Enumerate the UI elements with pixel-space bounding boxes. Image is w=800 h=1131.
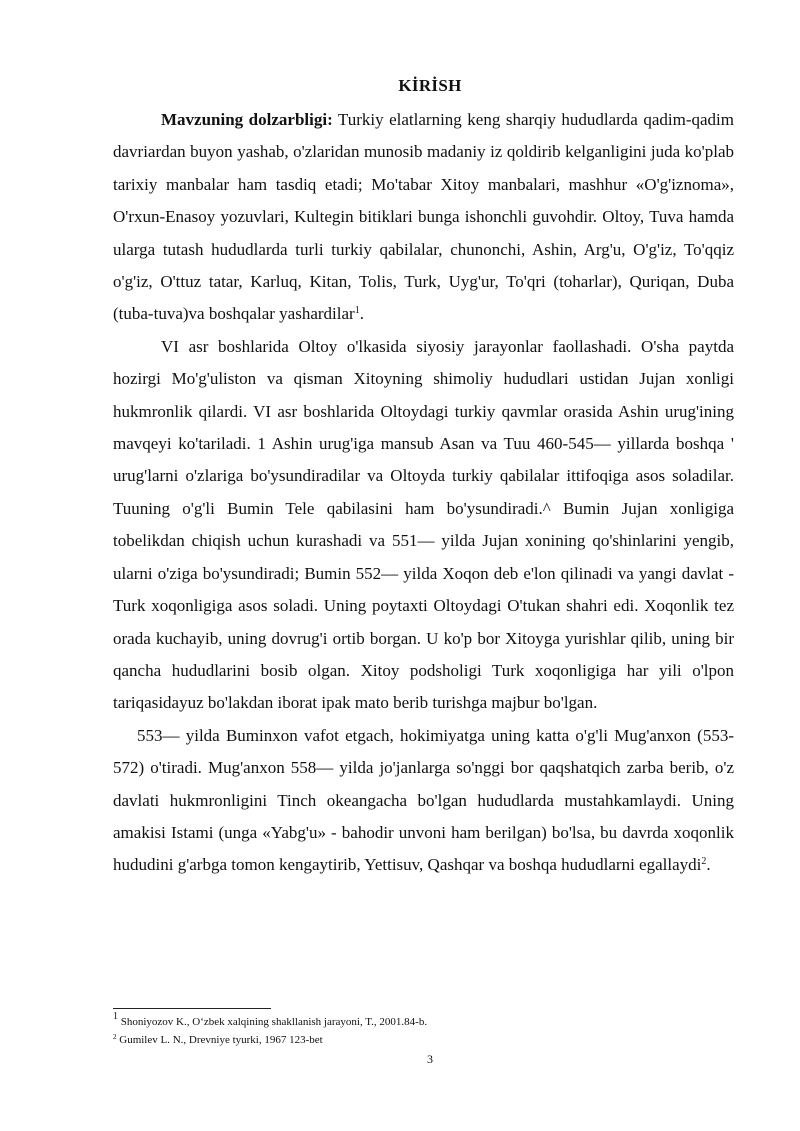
- footnote-text: Gumilev L. N., Drevniye tyurki, 1967 123-bet: [116, 1034, 323, 1046]
- footnote-ref-2[interactable]: 2: [701, 856, 707, 868]
- paragraph-muganxon: [113, 720, 734, 882]
- footnote-text: Shoniyozov K., O‘zbek xalqining shakllanish jarayoni, T., 2001.84-b.: [118, 1016, 428, 1028]
- paragraph-text: Turkiy elatlarning keng sharqiy hududlarda qadim-qadim davriardan buyon yashab, o'zlaridan munosib madaniy iz qoldirib kelganligini juda ko'plab tarixiy manbalar ham tasdiq etadi; Mo'tabar Xitoy manbalari, mashhur «O'g'iznoma», O'rxun-Enasoy yozuvlari, Kultegin bitiklari bunga ishonchli guvohdir. Oltoy, Tuva hamda ularga tutash hududlarda turli turkiy qabilalar, chunonchi, Ashin, Arg'u, O'g'iz, To'qqiz o'g'iz, O'ttuz tatar, Karluq, Kitan, Tolis, Turk, Uyg'ur, To'qri (toharlar), Quriqan, Duba (tuba-tuva)va boshqalar yashardilar: [113, 110, 734, 324]
- footnote-2: [113, 1034, 323, 1047]
- footnote-separator: [113, 1008, 271, 1009]
- relevance-lead: Mavzuning dolzarbligi:: [161, 110, 333, 129]
- paragraph-relevance: [113, 104, 734, 331]
- footnote-ref-1[interactable]: 1: [354, 305, 360, 317]
- paragraph-altai: VI asr boshlarida Oltoy o'lkasida siyosiy jarayonlar faollashadi. O'sha paytda hozirgi Mo'g'uliston va qisman Xitoyning shimoliy hududlari ustidan Jujan xonligi hukmronlik qilardi. VI asr boshlarida Oltoydagi turkiy qavmlar orasida Ashin urug'ining mavqeyi ko'tariladi. 1 Ashin urug'iga mansub Asan va Tuu 460-545— yillarda boshqa ' urug'larni o'zlariga bo'ysundiradilar va Oltoyda turkiy qabilalar ittifoqiga asos soladilar. Tuuning o'g'li Bumin Tele qabilasini ham bo'ysundiradi.^ Bumin Jujan xonligiga tobelikdan chiqish uchun kurashadi va 551— yilda Jujan xonining qo'shinlarini yengib, ularni o'ziga bo'ysundiradi; Bumin 552— yilda Xoqon deb e'lon qilinadi va yangi davlat - Turk xoqonligiga asos soladi. Uning poytaxti Oltoydagi O'tukan shahri edi. Xoqonlik tez orada kuchayib, uning dovrug'i ortib borgan. U ko'p bor Xitoyga yurishlar qilib, uning bir qancha hududlarini bosib olgan. Xitoy podsholigi Turk xoqonligiga har yili o'lpon tariqasidayuz bo'lakdan iborat ipak mato berib turishga majbur bo'lgan.: [113, 336, 734, 713]
- footnote-mark: 2: [113, 1033, 117, 1041]
- page-number: 3: [427, 1052, 433, 1066]
- page-title: KİRİSH: [398, 76, 462, 95]
- paragraph-end: .: [359, 304, 364, 324]
- paragraph-text: 553— yilda Buminxon vafot etgach, hokimiyatga uning katta o'g'li Mug'anxon (553-572) o'tiradi. Mug'anxon 558— yilda jo'janlarga so'nggi bor qaqshatqich zarba berib, o'z davlati hukmronligini Tinch okeangacha bo'lgan hududlarda mustahkamlaydi. Uning amakisi Istami (unga «Yabg'u» - bahodir unvoni ham berilgan) bo'lsa, bu davrda xoqonlik hududini g'arbga tomon kengaytirib, Yettisuv, Qashqar va boshqa hududlarni egallaydi: [113, 725, 734, 875]
- footnote-1: [113, 1011, 428, 1029]
- footnote-mark: 1: [113, 1011, 118, 1022]
- paragraph-end: .: [706, 855, 711, 875]
- document-body: [113, 104, 734, 882]
